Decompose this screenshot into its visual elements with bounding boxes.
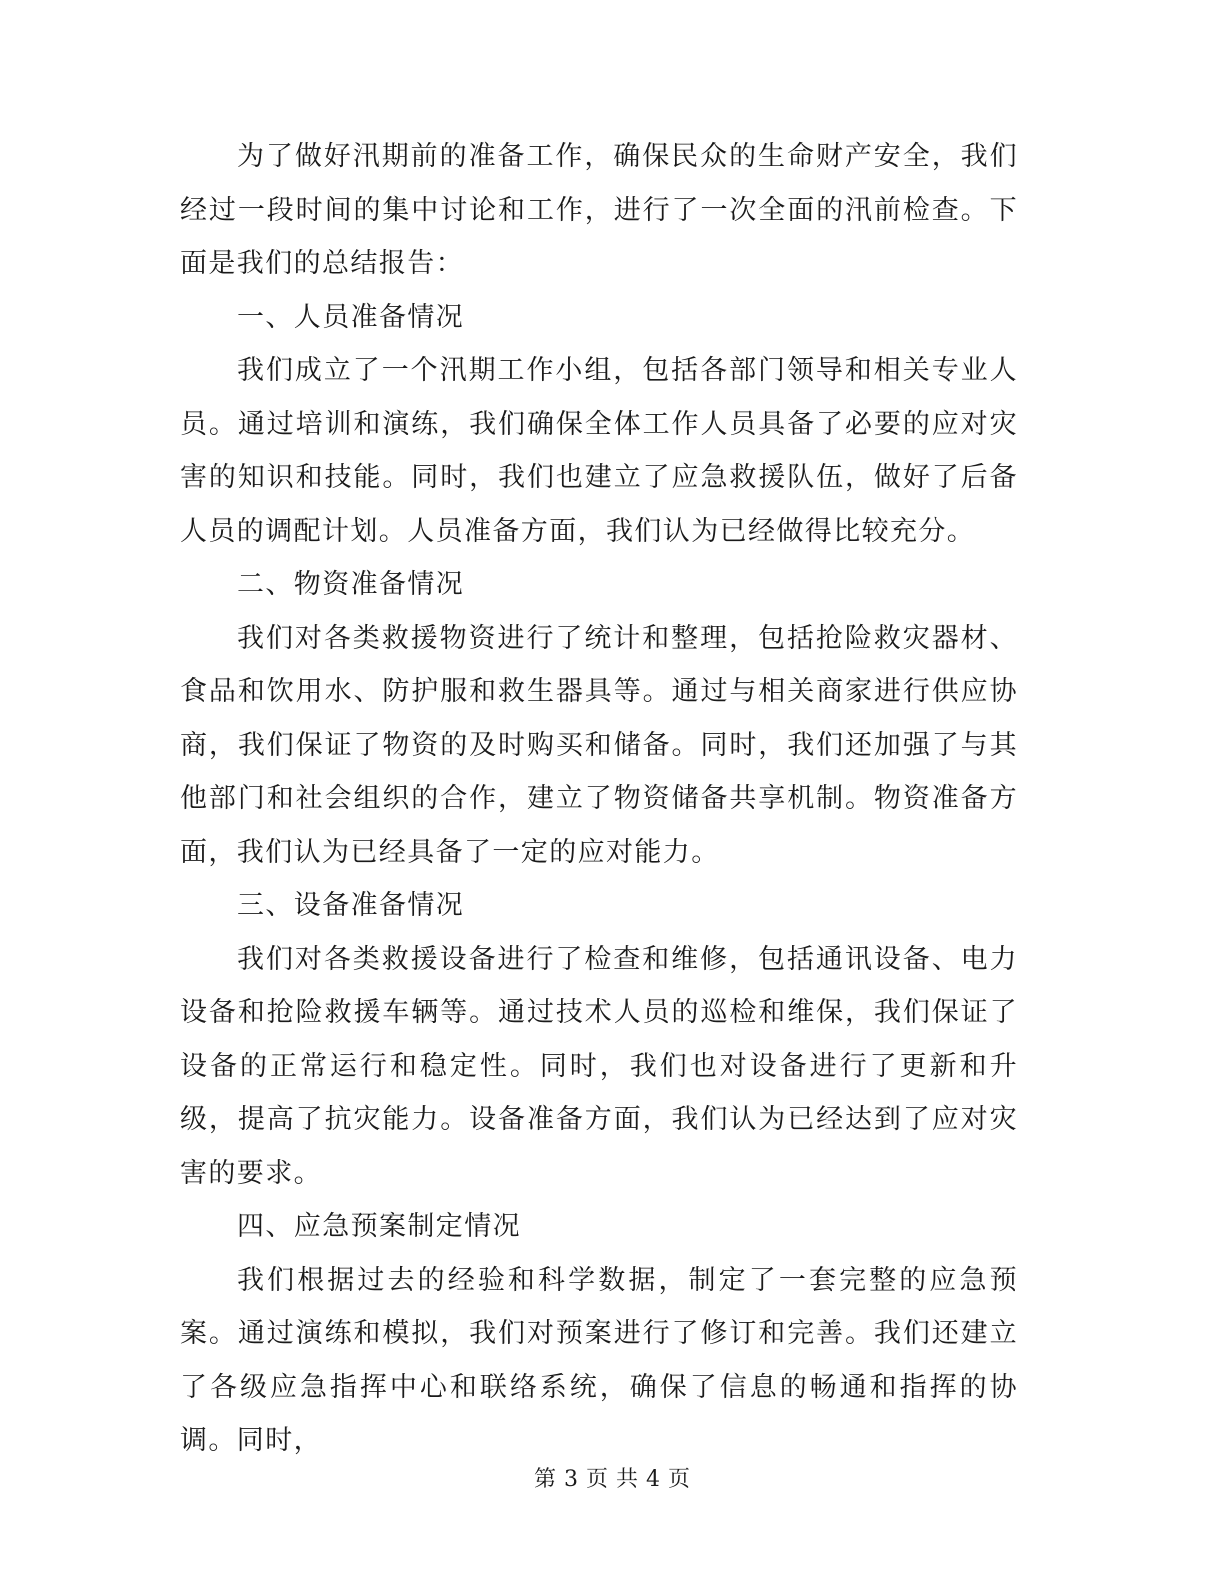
footer-label-total: 共 (616, 1467, 639, 1492)
intro-paragraph: 为了做好汛期前的准备工作，确保民众的生命财产安全，我们经过一段时间的集中讨论和工作，进行了一次全面的汛前检查。下面是我们的总结报告： (180, 141, 1018, 279)
document-body (180, 130, 1018, 1468)
section-heading-supplies: 二、物资准备情况 (237, 569, 465, 600)
personnel-paragraph: 我们成立了一个汛期工作小组，包括各部门领导和相关专业人员。通过培训和演练，我们确保全体工作人员具备了必要的应对灾害的知识和技能。同时，我们也建立了应急救援队伍，做好了后备人员的调配计划。人员准备方面，我们认为已经做得比较充分。 (180, 355, 1018, 547)
footer-current-page: 3 (563, 1467, 578, 1492)
footer-total-pages: 4 (646, 1467, 661, 1492)
footer-label-page: 第 (533, 1467, 556, 1492)
page-footer (0, 1462, 1224, 1493)
section-heading-equipment: 三、设备准备情况 (237, 890, 465, 921)
equipment-paragraph: 我们对各类救援设备进行了检查和维修，包括通讯设备、电力设备和抢险救援车辆等。通过技术人员的巡检和维保，我们保证了设备的正常运行和稳定性。同时，我们也对设备进行了更新和升级，提高了抗灾能力。设备准备方面，我们认为已经达到了应对灾害的要求。 (180, 943, 1018, 1189)
section-heading-emergency-plan: 四、应急预案制定情况 (237, 1211, 521, 1242)
footer-label-page-unit: 页 (585, 1467, 608, 1492)
footer-label-total-unit: 页 (668, 1467, 691, 1492)
section-heading-personnel: 一、人员准备情况 (237, 301, 465, 333)
supplies-paragraph: 我们对各类救援物资进行了统计和整理，包括抢险救灾器材、食品和饮用水、防护服和救生器具等。通过与相关商家进行供应协商，我们保证了物资的及时购买和储备。同时，我们还加强了与其他部门和社会组织的合作，建立了物资储备共享机制。物资准备方面，我们认为已经具备了一定的应对能力。 (180, 622, 1018, 868)
emergency-plan-paragraph: 我们根据过去的经验和科学数据，制定了一套完整的应急预案。通过演练和模拟，我们对预案进行了修订和完善。我们还建立了各级应急指挥中心和联络系统，确保了信息的畅通和指挥的协调。同时， (180, 1264, 1018, 1456)
